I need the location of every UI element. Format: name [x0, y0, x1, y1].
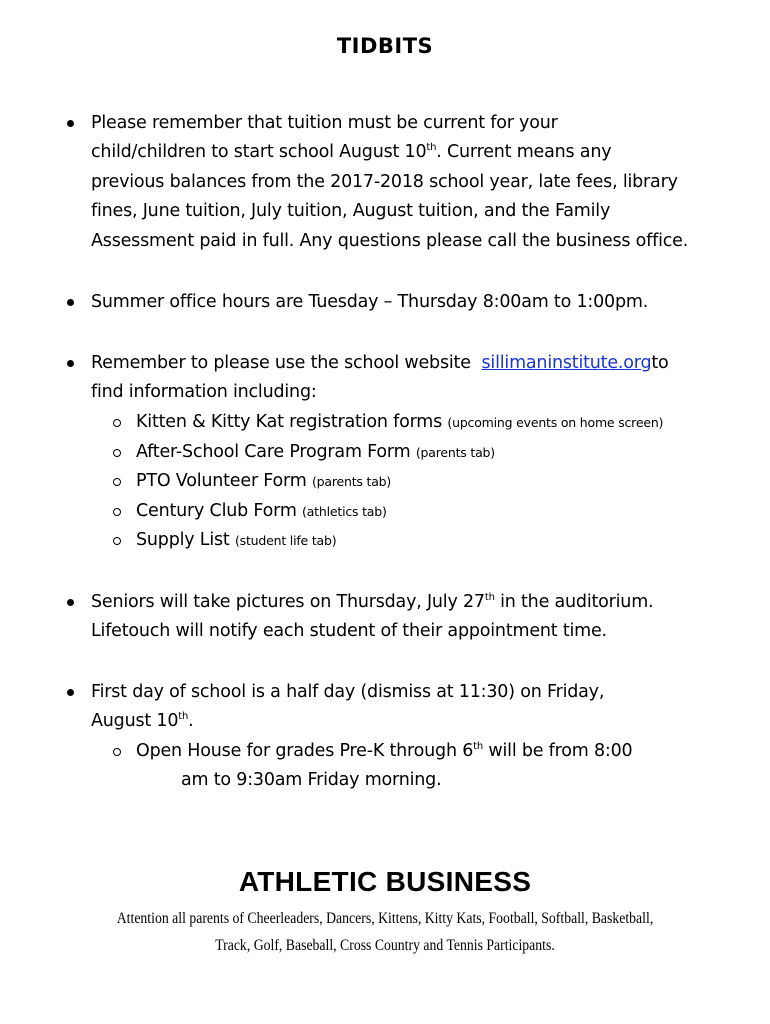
bullet-text-line: Remember to please use the school website sillimaninstitute.orgto [91, 353, 669, 373]
sub-bullet-item: Kitten & Kitty Kat registration forms (upcoming events on home screen) [136, 412, 664, 432]
bullet-text-line: Summer office hours are Tuesday – Thursday 8:00am to 1:00pm. [91, 292, 649, 312]
sub-bullet-item: Supply List (student life tab) [136, 530, 337, 550]
bullet-icon [67, 689, 74, 696]
page-title: TIDBITS [336, 34, 434, 58]
bullet-icon [67, 120, 74, 127]
sub-bullet-item: After-School Care Program Form (parents tab) [136, 442, 495, 462]
bullet-icon [67, 360, 74, 367]
sub-bullet-icon [113, 748, 121, 756]
sub-bullet-icon [113, 449, 121, 457]
bullet-text-line: find information including: [91, 382, 317, 402]
school-website-link[interactable]: sillimaninstitute.org [481, 353, 652, 373]
sub-bullet-icon [113, 419, 121, 427]
bullet-text-line: previous balances from the 2017-2018 school year, late fees, library [91, 172, 678, 192]
bullet-icon [67, 299, 74, 306]
bullet-text-line: child/children to start school August 10th. Current means any [91, 142, 612, 162]
athletic-notice-line: Attention all parents of Cheerleaders, Dancers, Kittens, Kitty Kats, Football, Softball, Basketball, [116, 910, 654, 927]
sub-bullet-icon [113, 478, 121, 486]
sub-bullet-icon [113, 508, 121, 516]
sub-bullet-item: Open House for grades Pre-K through 6th will be from 8:00 [136, 741, 633, 761]
sub-bullet-item: Century Club Form (athletics tab) [136, 501, 387, 521]
sub-bullet-item-continued: am to 9:30am Friday morning. [181, 770, 442, 790]
bullet-text-line: Seniors will take pictures on Thursday, July 27th in the auditorium. [91, 592, 654, 612]
athletic-business-heading: ATHLETIC BUSINESS [238, 866, 532, 897]
bullet-text-line: First day of school is a half day (dismiss at 11:30) on Friday, [91, 682, 605, 702]
athletic-notice-line: Track, Golf, Baseball, Cross Country and Tennis Participants. [215, 937, 555, 954]
bullet-text-line: Lifetouch will notify each student of their appointment time. [91, 621, 607, 641]
sub-bullet-item: PTO Volunteer Form (parents tab) [136, 471, 392, 491]
bullet-text-line: August 10th. [91, 711, 194, 731]
bullet-text-line: Please remember that tuition must be current for your [91, 113, 558, 133]
bullet-icon [67, 599, 74, 606]
bullet-text-line: Assessment paid in full. Any questions please call the business office. [91, 231, 689, 251]
bullet-text-line: fines, June tuition, July tuition, August tuition, and the Family [91, 201, 611, 221]
sub-bullet-icon [113, 537, 121, 545]
